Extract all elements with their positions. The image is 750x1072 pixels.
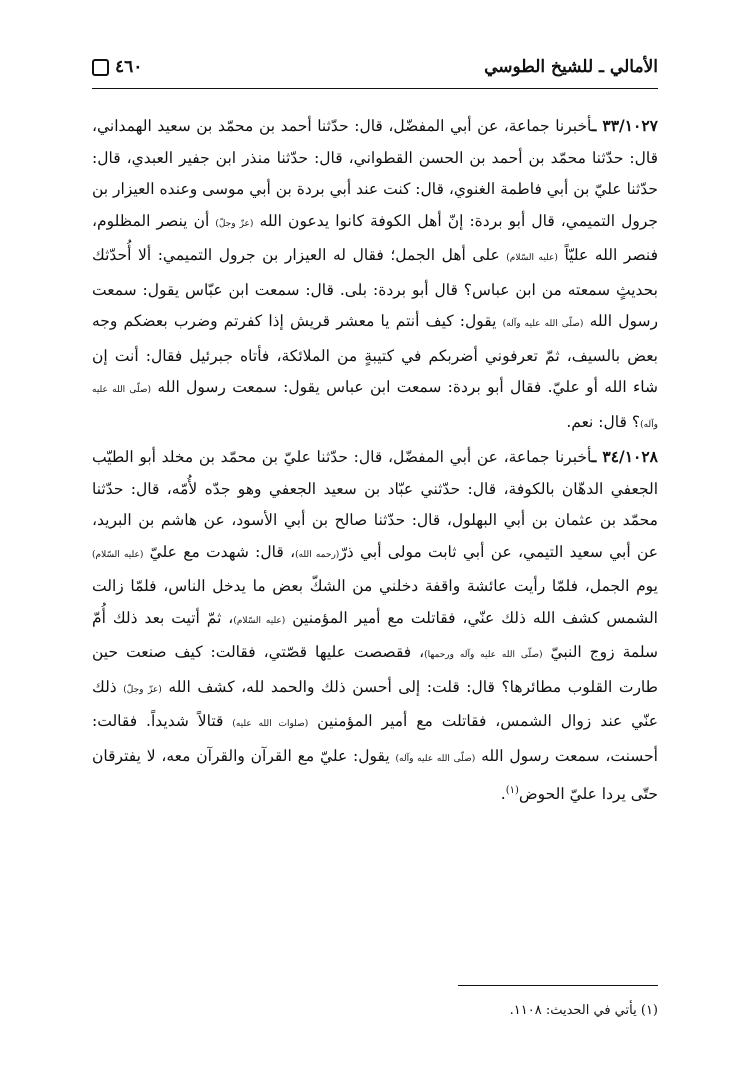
hadith-text: يقول: عليّ مع القرآن والقرآن معه، لا يفترقان حتّى يردا عليّ الحوض: [92, 746, 658, 804]
hadith-text: أن ينصر المظلوم، فنصر الله عليّاً: [92, 211, 658, 264]
hadith-text: ، ثمّ أتيت بعد ذلك أُمّ سلمة زوج النبيّ: [92, 608, 658, 661]
honorific: (عليه السّلام): [233, 615, 286, 626]
hadith-text: يقول: كيف أنتم يا معشر قريش إذا كفرتم وضرب بعضكم وجه بعض بالسيف، ثمّ تعرفوني أضربكم في كتيبةٍ من الملائكة، فأتاه جبرئيل فقال: أنت إن شاء الله أو عليّ. فقال أبو بردة: سمعت ابن عباس يقول: سمعت رسول الله: [92, 312, 658, 396]
hadith-paragraph: [92, 441, 658, 811]
square-box-icon: [92, 59, 109, 76]
honorific: (عزّ وجلّ): [215, 218, 254, 229]
hadith-number: ٣٤/١٠٢٨ ـ: [591, 447, 659, 466]
honorific: (صلّى الله عليه وآله): [92, 385, 658, 430]
hadith-text: يوم الجمل، فلمّا رأيت عائشة واقفة دخلني من الشكّ بعض ما يدخل الناس، فلمّا زالت الشمس كشف الله ذلك عنّي، فقاتلت مع أمير المؤمنين: [92, 577, 658, 627]
hadith-text: على أهل الجمل؛ فقال له العيزار بن جرول التميمي: ألا أُحدّثك بحديثٍ سمعته من ابن عباس؟ قال أبو بردة: بلى. قال: سمعت ابن عبّاس يقول: سمعت رسول الله: [92, 246, 658, 330]
honorific: (عليه السّلام): [92, 549, 144, 560]
honorific: (صلّى الله عليه وآله ورحمها): [424, 650, 543, 660]
page-number-group: [92, 57, 142, 77]
honorific: (صلّى الله عليه وآله): [502, 319, 584, 329]
footnote-divider: [458, 985, 658, 986]
hadith-text: أخبرنا جماعة، عن أبي المفضّل، قال: حدّثنا أحمد بن محمّد بن سعيد الهمداني، قال: حدّثنا محمّد بن أحمد بن الحسن القطواني، قال: حدّثنا منذر ابن جفير العبدي، قال: حدّثنا عليّ بن أبي فاطمة الغنوي، قال: كنت عند أبي بردة بن أبي موسى وعنده العيزار بن جرول التميمي، قال أبو بردة: إنّ أهل الكوفة كانوا يدعون الله: [92, 117, 658, 230]
footnote-marker: (١): [505, 785, 519, 796]
page-number: ٤٦٠: [115, 57, 143, 77]
book-title: الأمالي ـ للشيخ الطوسي: [484, 57, 658, 77]
hadith-paragraph: [92, 110, 658, 441]
hadith-text: ؟ قال: نعم.: [566, 412, 641, 431]
hadith-text: قتالاً شديداً. فقالت: أحسنت، سمعت رسول الله: [92, 712, 658, 765]
running-header: [92, 50, 658, 84]
footnote: (١) يأتي في الحديث: ١١٠٨.: [509, 1003, 658, 1018]
honorific: (رحمه الله): [295, 549, 340, 560]
main-text: [92, 110, 658, 811]
hadith-text: ، قال: شهدت مع عليّ: [149, 542, 296, 561]
header-divider: [92, 88, 658, 89]
honorific: (عليه السّلام): [506, 253, 558, 263]
hadith-text: ذلك عنّي عند زوال الشمس، فقاتلت مع أمير المؤمنين: [92, 677, 659, 730]
hadith-text: أخبرنا جماعة، عن أبي المفضّل، قال: حدّثنا عليّ بن محمّد بن مخلد أبو الطيّب الجعفي الدهّان بالكوفة، قال: حدّثني عبّاد بن سعيد الجعفي وهو جدّه لأُمّه، قال: حدّثنا محمّد بن عثمان بن أبي البهلول، قال: حدّثنا صالح بن أبي الأسود، عن هاشم بن البريد، عن أبي سعيد التيمي، عن أبي ثابت مولى أبي ذرّ: [92, 448, 658, 561]
hadith-text: .: [500, 785, 506, 804]
honorific: (عزّ وجلّ): [123, 684, 162, 695]
hadith-text: ، فقصصت عليها قصّتي، فقالت: كيف صنعت حين طارت القلوب مطائرها؟ قال: قلت: إلى أحسن ذلك والحمد لله، كشف الله: [92, 643, 658, 696]
honorific: (صلّى الله عليه وآله): [395, 753, 476, 764]
hadith-number: ٣٣/١٠٢٧ ـ: [591, 116, 658, 135]
honorific: (صلوات الله عليه): [232, 719, 309, 729]
